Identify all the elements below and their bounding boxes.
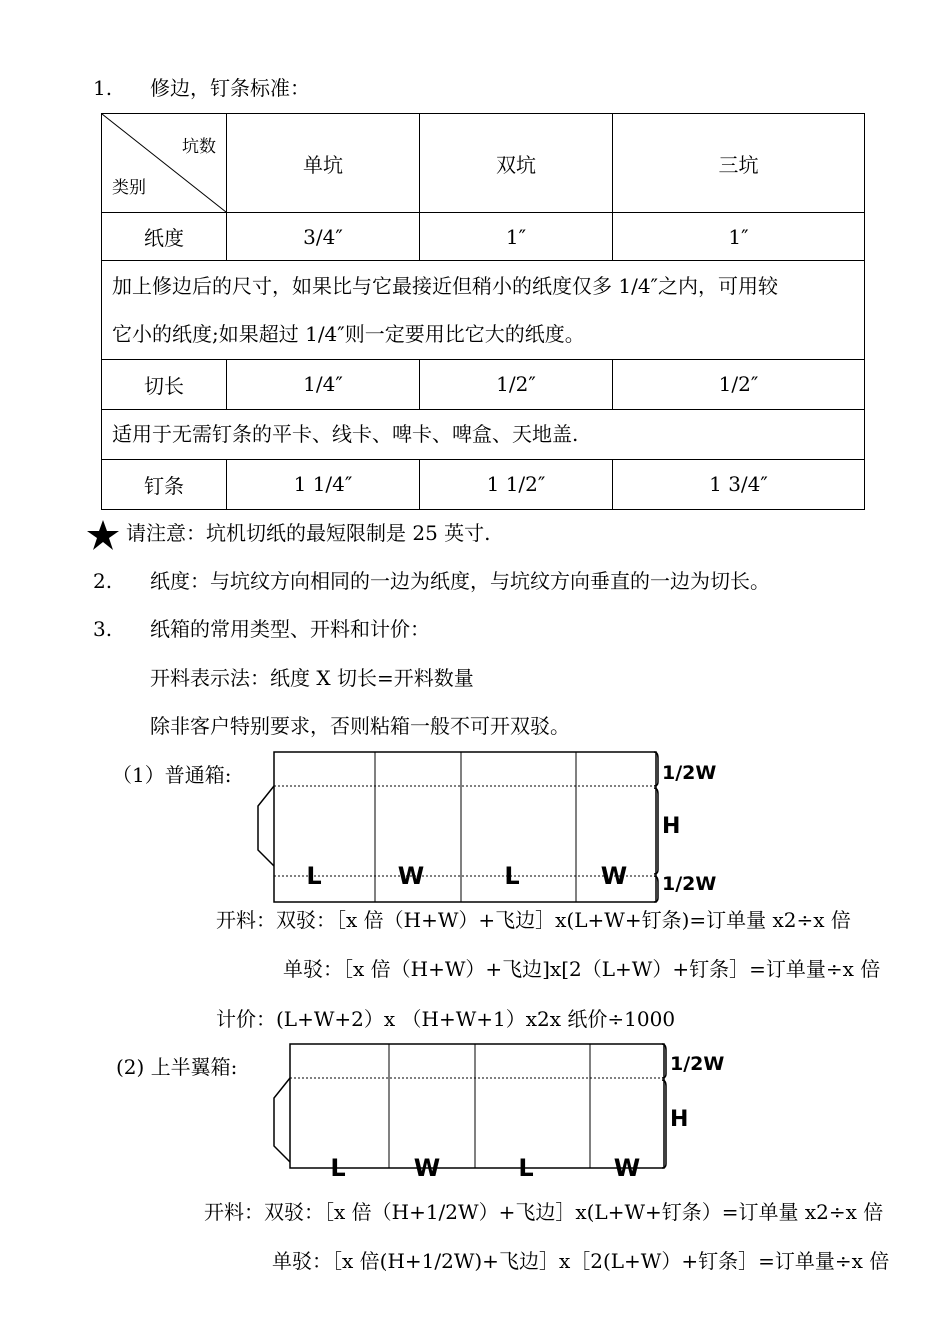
table-cell: 3/4″ [227,213,420,261]
spec-table [101,113,865,510]
section-1-title: 修边，钉条标准： [150,76,310,100]
panel-label: W [600,862,628,890]
box-1-label: （1）普通箱: [112,763,232,787]
table-cell: 1 1/4″ [227,459,420,509]
corner-top-label: 坑数 [182,137,216,158]
table-row [102,459,865,509]
table-cell: 1″ [420,213,613,261]
section-2-text: 纸度：与坑纹方向相同的一边为纸度，与坑纹方向垂直的一边为切长。 [150,569,770,593]
table-cell: 1/4″ [227,359,420,409]
dim-height: H [662,814,681,839]
dim-half-width-top: 1/2W [662,762,717,784]
table-row [102,213,865,261]
table-cell: 1 3/4″ [613,459,865,509]
row-label-staple: 钉条 [102,459,227,509]
table-cell: 1/2″ [420,359,613,409]
row-label-width: 纸度 [102,213,227,261]
header-single-flute: 单坑 [227,114,420,213]
box-2-diagram [266,1038,746,1178]
table-corner-cell [102,114,227,213]
box-1-price: 计价：(L+W+2）x （H+W+1）x2x 纸价÷1000 [216,1007,676,1031]
panel-label: L [330,1154,346,1178]
dim-half-width-bottom: 1/2W [662,873,717,895]
panel-label: W [613,1154,641,1178]
box-2-cut-single: 单驳：［x 倍(H+1/2W)+飞边］x［2(L+W）+钉条］=订单量÷x 倍 [272,1249,890,1273]
table-header-row [102,114,865,213]
section-3-number: 3. [93,617,113,641]
row-label-cut-length: 切长 [102,359,227,409]
notice-text: 请注意：坑机切纸的最短限制是 25 英寸. [126,521,491,545]
note-trim-width [102,261,865,359]
note-line: 它小的纸度;如果超过 1/4″则一定要用比它大的纸度。 [112,321,585,346]
box-1-cut-single: 单驳：［x 倍（H+W）+飞边]x[2（L+W）+钉条］=订单量÷x 倍 [283,957,881,981]
section-2-number: 2. [93,569,113,593]
box-1-cut-double: 开料：双驳：［x 倍（H+W）+飞边］x(L+W+钉条)=订单量 x2÷x 倍 [216,908,851,932]
dim-height: H [670,1107,689,1132]
table-cell: 1″ [613,213,865,261]
table-row [102,359,865,409]
box-2-label: (2) 上半翼箱: [116,1055,238,1079]
header-double-flute: 双坑 [420,114,613,213]
except-line: 除非客户特别要求，否则粘箱一般不可开双驳。 [150,714,570,738]
header-triple-flute: 三坑 [613,114,865,213]
table-cell: 1/2″ [613,359,865,409]
dim-half-width-top: 1/2W [670,1053,725,1075]
box-2-cut-double: 开料：双驳：［x 倍（H+1/2W）+飞边］x(L+W+钉条）=订单量 x2÷x 倍 [204,1200,884,1224]
panel-label: L [306,862,322,890]
star-icon [86,519,120,551]
box-1-diagram [250,748,730,908]
section-3-text: 纸箱的常用类型、开料和计价： [150,617,430,641]
panel-label: W [397,862,425,890]
panel-label: L [504,862,520,890]
panel-label: W [413,1154,441,1178]
table-note-row [102,409,865,459]
open-notation-line: 开料表示法：纸度 X 切长=开料数量 [150,666,474,690]
panel-label: L [518,1154,534,1178]
note-no-staple: 适用于无需钉条的平卡、线卡、啤卡、啤盒、天地盖. [102,409,865,459]
table-cell: 1 1/2″ [420,459,613,509]
section-1-number: 1. [93,76,113,100]
note-line: 加上修边后的尺寸，如果比与它最接近但稍小的纸度仅多 1/4″之内，可用较 [112,273,779,298]
corner-bottom-label: 类别 [112,178,146,199]
table-note-row [102,261,865,359]
